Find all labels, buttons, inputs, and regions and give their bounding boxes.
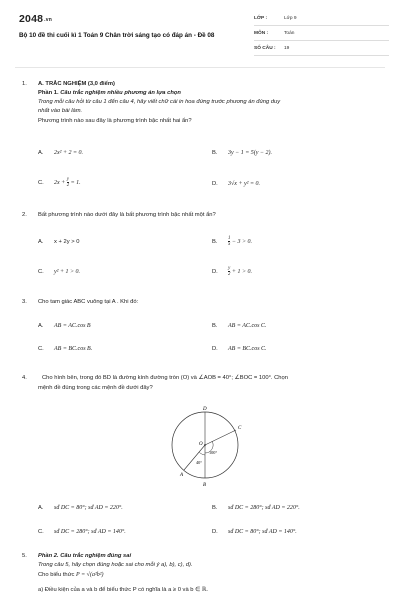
q1-option-d[interactable]: D. 3√x + y² = 0. (212, 181, 261, 187)
q3-option-a[interactable]: A. AB = AC.cos B (38, 323, 91, 329)
q2-option-d[interactable]: D. $\frac{y}{2}$ + 1 > 0. (212, 266, 253, 277)
part-heading: A. TRẮC NGHIỆM (3,0 điểm) (38, 81, 115, 87)
question-1-text: Phương trình nào sau đây là phương trình bậc nhất hai ẩn? (38, 118, 192, 124)
label-d: D (203, 407, 207, 412)
q4-option-d[interactable]: D. sđ DC = 80°; sđ AD = 140°. (212, 529, 297, 535)
label-a: A (180, 473, 184, 478)
question-1-number: 1. (22, 81, 27, 87)
meta-question-count: SỐ CÂU : 19 (254, 44, 389, 56)
label-o: O (199, 442, 203, 447)
header-divider (15, 67, 385, 68)
question-4-number: 4. (22, 375, 27, 381)
q2-option-c[interactable]: C. y² + 1 > 0. (38, 269, 81, 275)
question-4-text-line-2: mệnh đề đúng trong các mệnh đề dưới đây? (38, 385, 153, 391)
question-3-text: Cho tam giác ABC vuông tại A . Khi đó: (38, 299, 139, 305)
question-2-text: Bất phương trình nào dưới đây là bất phương trình bậc nhất một ẩn? (38, 212, 216, 218)
meta-subject: MÔN : Toán (254, 29, 389, 41)
angle-label-100: 100° (209, 450, 218, 455)
meta-class: LỚP : Lớp 9 (254, 14, 389, 26)
q1-option-b[interactable]: B. 3y − 1 = 5(y − 2). (212, 150, 272, 156)
part-1-label: Phần 1. Câu trắc nghiệm nhiều phương án lựa chọn (38, 90, 181, 96)
site-logo[interactable]: 2048.vn (19, 13, 52, 25)
q1-option-a[interactable]: A. 2x² + 2 = 0. (38, 150, 84, 156)
document-header (0, 0, 400, 62)
angle-label-40: 40° (196, 460, 203, 465)
part-2-heading: Phần 2. Câu trắc nghiệm đúng sai (38, 553, 132, 559)
q1-option-c[interactable]: C. 2x + $\frac{y}{2}$ = 1. (38, 177, 81, 188)
question-4-text-line-1: Cho hình bên, trong đó BD là đường kính đường tròn (O) và ∠AOB = 40°; ∠BOC = 100°. Chọn (42, 375, 288, 381)
q3-option-c[interactable]: C. AB = BC.cos B. (38, 346, 93, 352)
label-b: B (203, 483, 207, 488)
q3-option-b[interactable]: B. AB = AC.cos C. (212, 323, 267, 329)
q2-option-a[interactable]: A. x + 2y > 0 (38, 239, 80, 245)
circle-figure (168, 403, 248, 495)
question-3-number: 3. (22, 299, 27, 305)
part-2-instruction: Trong câu 5, hãy chọn đúng hoặc sai cho mỗi ý a), b), c), d). (38, 562, 193, 568)
question-5-given: Cho biểu thức P = √(a²b²) (38, 572, 104, 578)
part-1-instruction-line-1: Trong mỗi câu hỏi từ câu 1 đến câu 4, hãy viết chữ cái in hoa đứng trước phương án đúng duy (38, 99, 281, 105)
question-2-number: 2. (22, 212, 27, 218)
q3-option-d[interactable]: D. AB = BC.cos C. (212, 346, 267, 352)
question-5-part-a: a) Điều kiện của a và b để biểu thức P có nghĩa là a ≥ 0 và b ∈ ℝ. (38, 587, 208, 593)
label-c: C (238, 426, 242, 431)
q4-option-a[interactable]: A. sđ DC = 80°; sđ AD = 220°. (38, 505, 123, 511)
q2-option-b[interactable]: B. $\frac{1}{x}$ − 3 > 0. (212, 236, 253, 247)
document-title: Bộ 10 đề thi cuối kì 1 Toán 9 Chân trời sáng tạo có đáp án - Đề 08 (19, 32, 215, 39)
question-5-number: 5. (22, 553, 27, 559)
q4-option-b[interactable]: B. sđ DC = 280°; sđ AD = 220°. (212, 505, 300, 511)
q4-option-c[interactable]: C. sđ DC = 280°; sđ AD = 140°. (38, 529, 126, 535)
part-1-instruction-line-2: nhất vào bài làm. (38, 108, 83, 114)
